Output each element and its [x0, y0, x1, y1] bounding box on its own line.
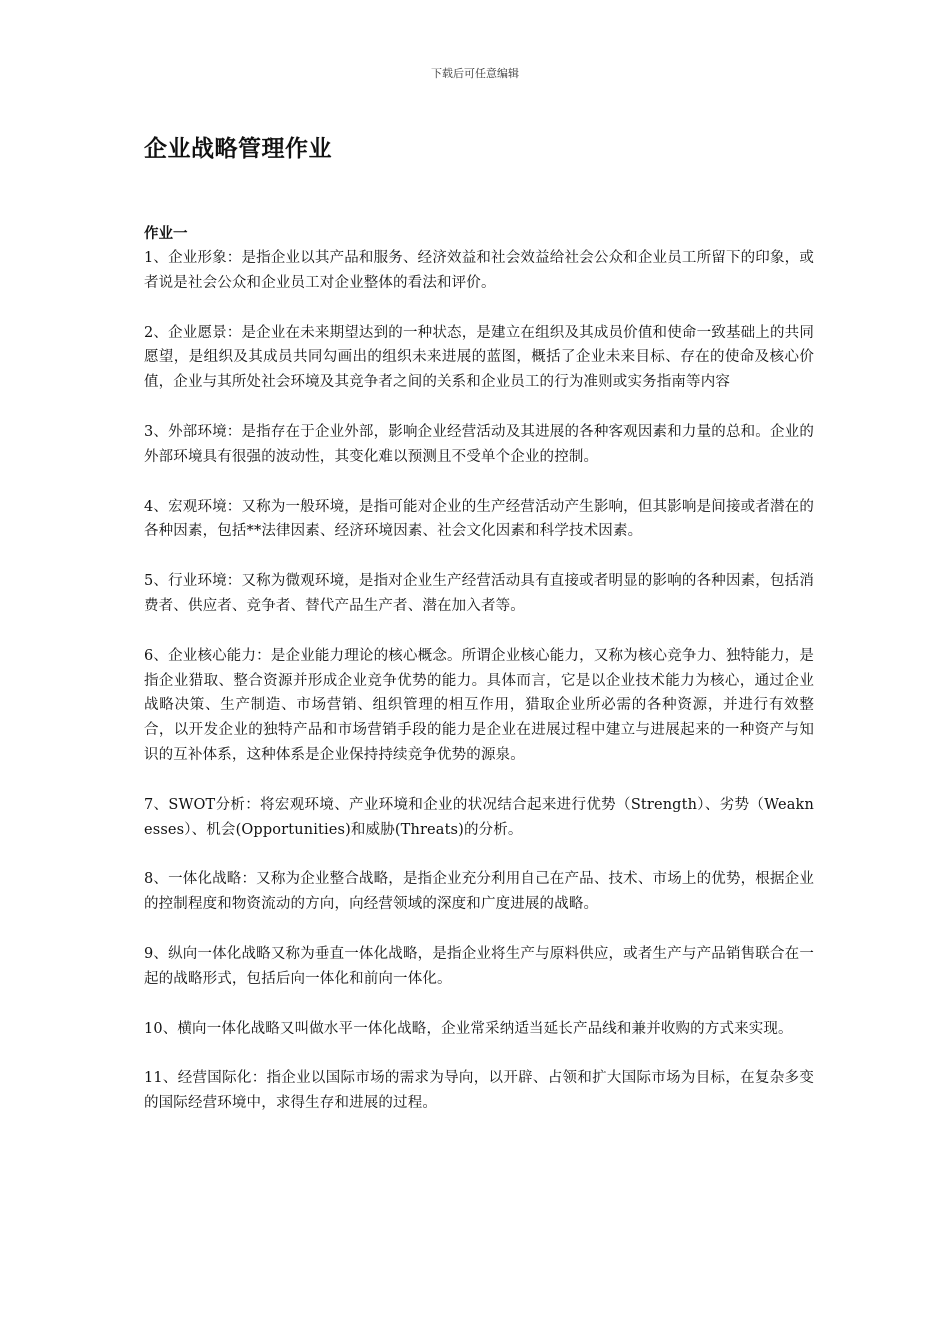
paragraph-7: 7、SWOT分析：将宏观环境、产业环境和企业的状况结合起来进行优势（Strength）、劣势（Weaknesses）、机会(Opportunities)和威胁(Threats)的分析。 — [144, 796, 814, 838]
paragraph-6: 6、企业核心能力：是企业能力理论的核心概念。所谓企业核心能力，又称为核心竞争力、独特能力，是指企业猎取、整合资源并形成企业竞争优势的能力。具体而言，它是以企业技术能力为核心，通过企业战略决策、生产制造、市场营销、组织管理的相互作用，猎取企业所必需的各种资源，并进行有效整合，以开发企业的独特产品和市场营销手段的能力是企业在进展过程中建立与进展起来的一种资产与知识的互补体系，这种体系是企业保持持续竞争优势的源泉。 — [144, 647, 814, 763]
paragraph-2: 2、企业愿景：是企业在未来期望达到的一种状态，是建立在组织及其成员价值和使命一致基础上的共同愿望，是组织及其成员共同勾画出的组织未来进展的蓝图，概括了企业未来目标、存在的使命及核心价值，企业与其所处社会环境及其竞争者之间的关系和企业员工的行为准则或实务指南等内容 — [144, 324, 814, 391]
paragraph-5: 5、行业环境：又称为微观环境，是指对企业生产经营活动具有直接或者明显的影响的各种因素，包括消费者、供应者、竞争者、替代产品生产者、潜在加入者等。 — [144, 573, 814, 614]
paragraph-3: 3、外部环境：是指存在于企业外部，影响企业经营活动及其进展的各种客观因素和力量的总和。企业的外部环境具有很强的波动性，其变化难以预测且不受单个企业的控制。 — [144, 423, 814, 465]
paragraph-1: 1、企业形象：是指企业以其产品和服务、经济效益和社会效益给社会公众和企业员工所留下的印象，或者说是社会公众和企业员工对企业整体的看法和评价。 — [144, 250, 814, 291]
document-body — [144, 132, 814, 1141]
paragraph-11: 11、经营国际化：指企业以国际市场的需求为导向，以开辟、占领和扩大国际市场为目标，在复杂多变的国际经营环境中，求得生存和进展的过程。 — [144, 1070, 814, 1112]
section-heading: 作业一 — [144, 226, 188, 242]
paragraph-8: 8、一体化战略：又称为企业整合战略，是指企业充分利用自己在产品、技术、市场上的优势，根据企业的控制程度和物资流动的方向，向经营领域的深度和广度进展的战略。 — [144, 871, 814, 913]
document-title: 企业战略管理作业 — [144, 136, 332, 162]
paragraph-10: 10、横向一体化战略又叫做水平一体化战略，企业常采纳适当延长产品线和兼并收购的方式来实现。 — [144, 1020, 793, 1037]
header-note: 下载后可任意编辑 — [431, 67, 519, 80]
paragraph-9: 9、纵向一体化战略又称为垂直一体化战略，是指企业将生产与原料供应，或者生产与产品销售联合在一起的战略形式，包括后向一体化和前向一体化。 — [144, 945, 814, 987]
paragraph-4: 4、宏观环境：又称为一般环境，是指可能对企业的生产经营活动产生影响，但其影响是间接或者潜在的各种因素，包括**法律因素、经济环境因素、社会文化因素和科学技术因素。 — [144, 498, 814, 540]
